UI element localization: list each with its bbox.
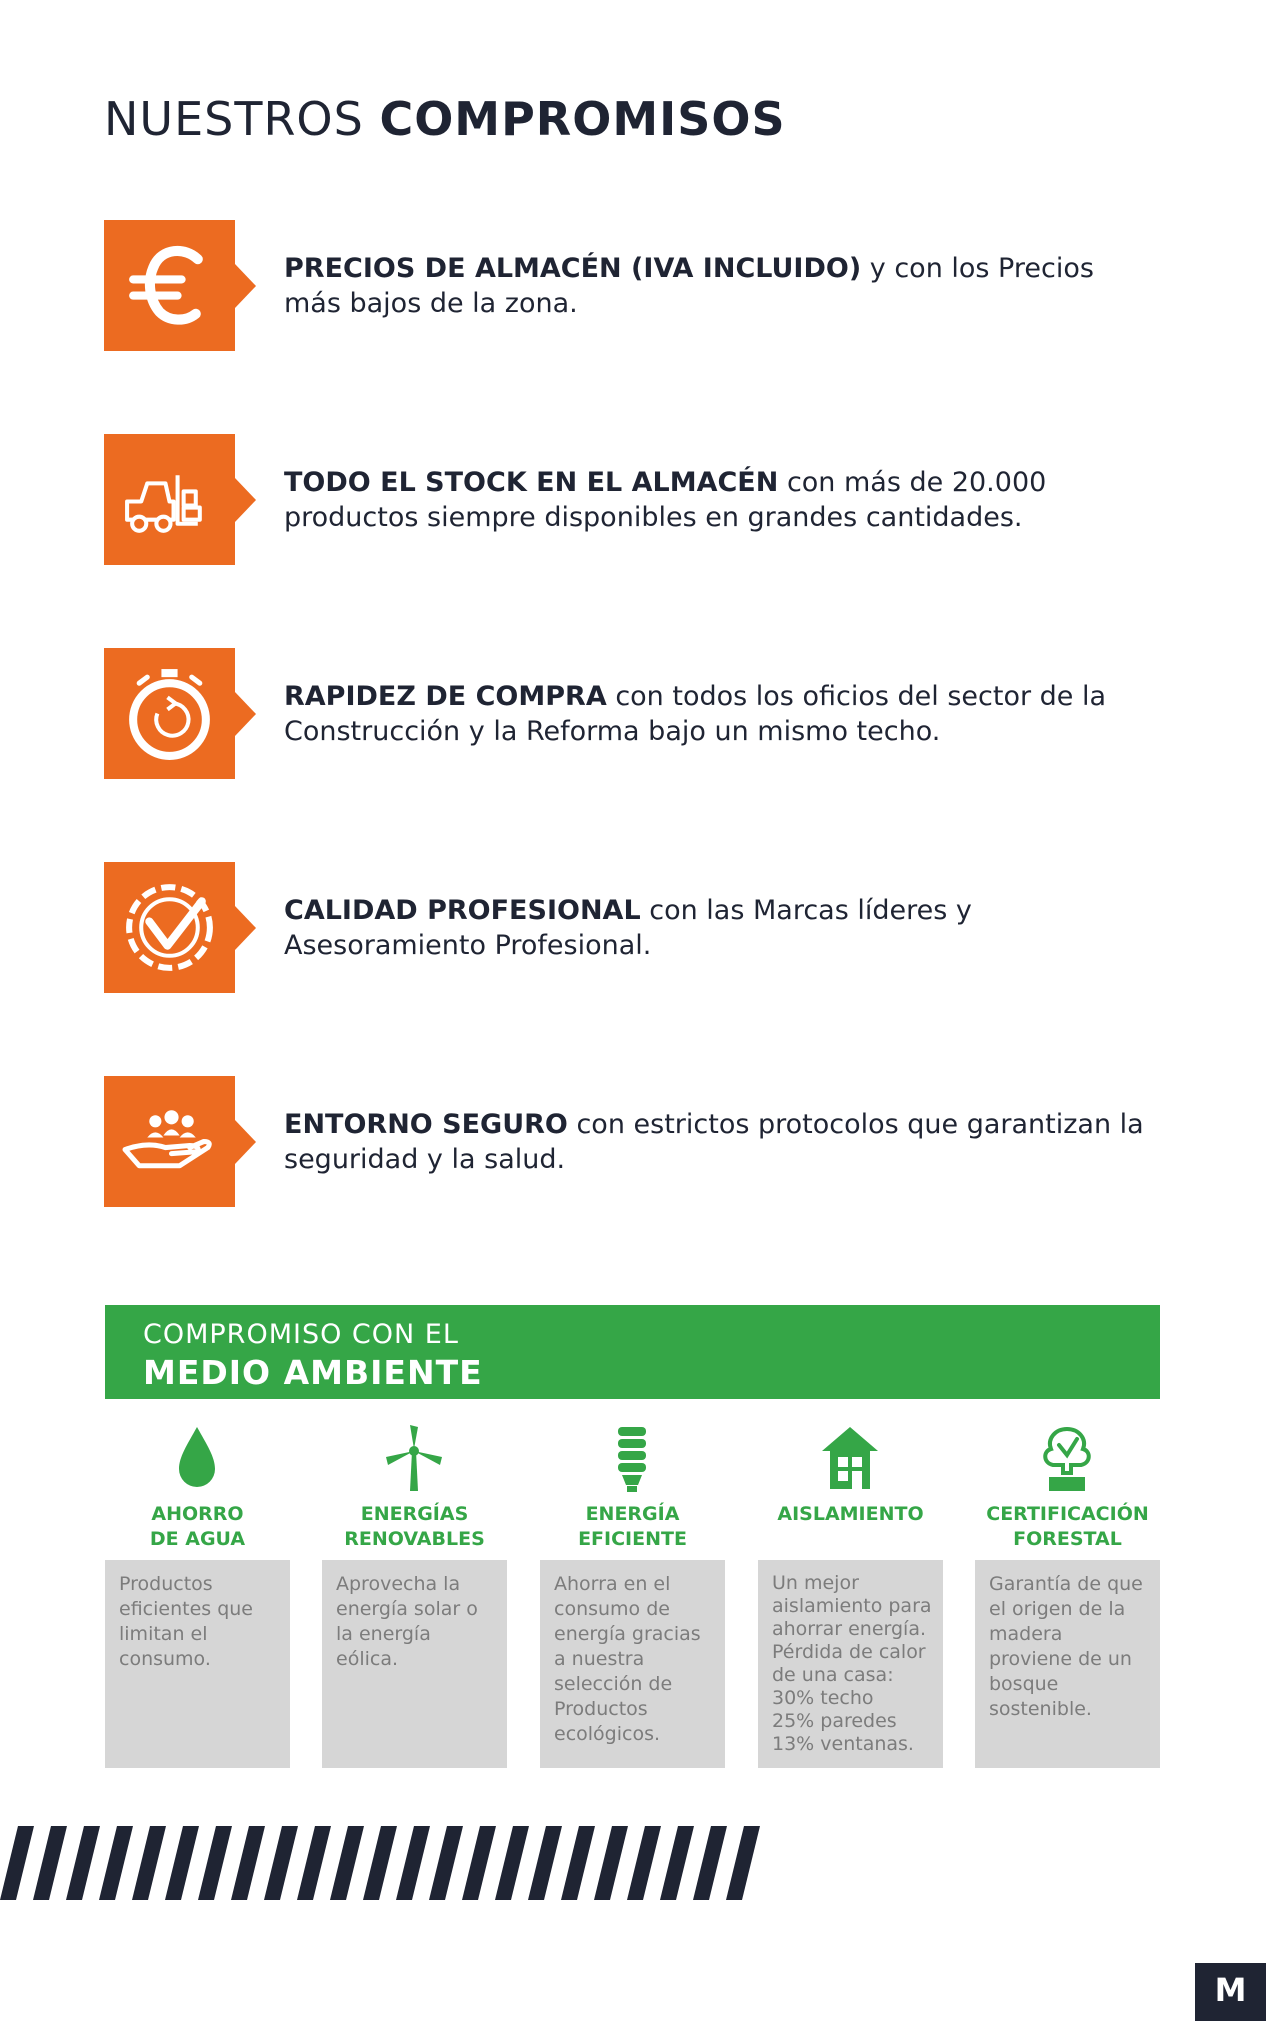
- description-line: consumo.: [119, 1648, 211, 1670]
- commitment-rest: con todos los oficios del sector de la Construcción y la Reforma bajo un mismo techo.: [284, 681, 1107, 747]
- description-line: 13% ventanas.: [772, 1733, 914, 1755]
- description-line: energía gracias: [554, 1623, 701, 1645]
- description-line: consumo de: [554, 1598, 670, 1620]
- label-line1: ENERGÍAS: [360, 1503, 469, 1525]
- environment-label: [540, 1502, 725, 1552]
- description-line: Productos: [119, 1573, 213, 1595]
- environment-heading-line1: COMPROMISO CON EL: [143, 1319, 459, 1350]
- environment-description-box: [322, 1560, 507, 1768]
- description-line: energía solar o: [336, 1598, 478, 1620]
- light-bulb-icon: [592, 1425, 672, 1493]
- water-drop-icon: [157, 1425, 237, 1493]
- environment-label: [975, 1502, 1160, 1552]
- description-line: a nuestra: [554, 1648, 645, 1670]
- description-line: Un mejor: [772, 1572, 859, 1594]
- description-line: selección de: [554, 1673, 673, 1695]
- commitment-text: [284, 465, 1144, 535]
- forklift-icon-box: [104, 434, 235, 565]
- label-line2: FORESTAL: [1013, 1528, 1122, 1550]
- description-line: Garantía de que: [989, 1573, 1143, 1595]
- commitment-bold: TODO EL STOCK EN EL ALMACÉN: [284, 467, 779, 498]
- decorative-stripes: [0, 1826, 760, 1900]
- label-line2: DE AGUA: [149, 1528, 246, 1550]
- house-insulation-icon: [810, 1425, 890, 1493]
- euro-icon: [119, 235, 220, 336]
- stopwatch-icon: [119, 663, 220, 764]
- forklift-icon: [119, 449, 220, 550]
- environment-description: [989, 1572, 1154, 1722]
- commitment-bold: ENTORNO SEGURO: [284, 1109, 568, 1140]
- stopwatch-icon-box: [104, 648, 235, 779]
- commitment-rest: con las Marcas líderes y Asesoramiento Profesional.: [284, 895, 972, 961]
- commitment-rest: con estrictos protocolos que garantizan la seguridad y la salud.: [284, 1109, 1144, 1175]
- label-line1: AISLAMIENTO: [777, 1503, 924, 1525]
- commitment-text: [284, 893, 1144, 963]
- environment-description: [772, 1572, 937, 1756]
- commitment-text: [284, 251, 1144, 321]
- commitment-item-speed: [104, 648, 1184, 781]
- description-line: madera: [989, 1623, 1063, 1645]
- commitment-rest: y con los Precios más bajos de la zona.: [284, 253, 1094, 319]
- description-line: aislamiento para: [772, 1595, 932, 1617]
- environment-description: [119, 1572, 284, 1672]
- commitment-text: [284, 679, 1144, 749]
- environment-description-box: [975, 1560, 1160, 1768]
- description-line: Pérdida de calor: [772, 1641, 926, 1663]
- commitment-item-stock: [104, 434, 1184, 567]
- label-line1: AHORRO: [151, 1503, 244, 1525]
- description-line: ecológicos.: [554, 1723, 661, 1745]
- environment-description: [554, 1572, 719, 1747]
- description-line: sostenible.: [989, 1698, 1092, 1720]
- commitment-item-quality: [104, 862, 1184, 995]
- description-line: el origen de la: [989, 1598, 1126, 1620]
- description-line: ahorrar energía.: [772, 1618, 927, 1640]
- title-light: NUESTROS: [104, 92, 380, 146]
- description-line: eólica.: [336, 1648, 399, 1670]
- commitment-item-safety: [104, 1076, 1184, 1209]
- quality-check-icon-box: [104, 862, 235, 993]
- page-title: [104, 92, 786, 146]
- environment-description-box: [758, 1560, 943, 1768]
- label-line2: RENOVABLES: [344, 1528, 485, 1550]
- description-line: proviene de un: [989, 1648, 1132, 1670]
- environment-label: [105, 1502, 290, 1552]
- commitment-item-prices: [104, 220, 1184, 353]
- commitment-bold: CALIDAD PROFESIONAL: [284, 895, 641, 926]
- wind-turbine-icon: [374, 1425, 454, 1493]
- brand-letter: M: [1214, 1971, 1247, 2009]
- environment-heading-line2: MEDIO AMBIENTE: [143, 1353, 483, 1392]
- description-line: la energía: [336, 1623, 431, 1645]
- environment-label: [322, 1502, 507, 1552]
- quality-check-icon: [119, 877, 220, 978]
- environment-banner: [105, 1305, 1160, 1399]
- environment-label: [758, 1502, 943, 1527]
- commitment-bold: PRECIOS DE ALMACÉN (IVA INCLUIDO): [284, 253, 862, 284]
- environment-description-box: [540, 1560, 725, 1768]
- safety-hands-icon: [119, 1091, 220, 1192]
- environment-description: [336, 1572, 501, 1672]
- title-bold: COMPROMISOS: [379, 92, 786, 146]
- safety-hands-icon-box: [104, 1076, 235, 1207]
- label-line1: ENERGÍA: [585, 1503, 680, 1525]
- commitment-bold: RAPIDEZ DE COMPRA: [284, 681, 607, 712]
- description-line: Ahorra en el: [554, 1573, 671, 1595]
- commitment-text: [284, 1107, 1144, 1177]
- label-line2: EFICIENTE: [578, 1528, 687, 1550]
- description-line: eficientes que: [119, 1598, 253, 1620]
- brand-logo: [1195, 1963, 1266, 2021]
- description-line: de una casa:: [772, 1664, 894, 1686]
- commitment-rest: con más de 20.000 productos siempre disponibles en grandes cantidades.: [284, 467, 1047, 533]
- description-line: bosque: [989, 1673, 1059, 1695]
- description-line: 25% paredes: [772, 1710, 897, 1732]
- description-line: Aprovecha la: [336, 1573, 461, 1595]
- description-line: 30% techo: [772, 1687, 874, 1709]
- description-line: limitan el: [119, 1623, 208, 1645]
- fsc-tree-icon: [1027, 1425, 1107, 1493]
- euro-icon-box: [104, 220, 235, 351]
- environment-description-box: [105, 1560, 290, 1768]
- label-line1: CERTIFICACIÓN: [986, 1503, 1149, 1525]
- description-line: Productos: [554, 1698, 648, 1720]
